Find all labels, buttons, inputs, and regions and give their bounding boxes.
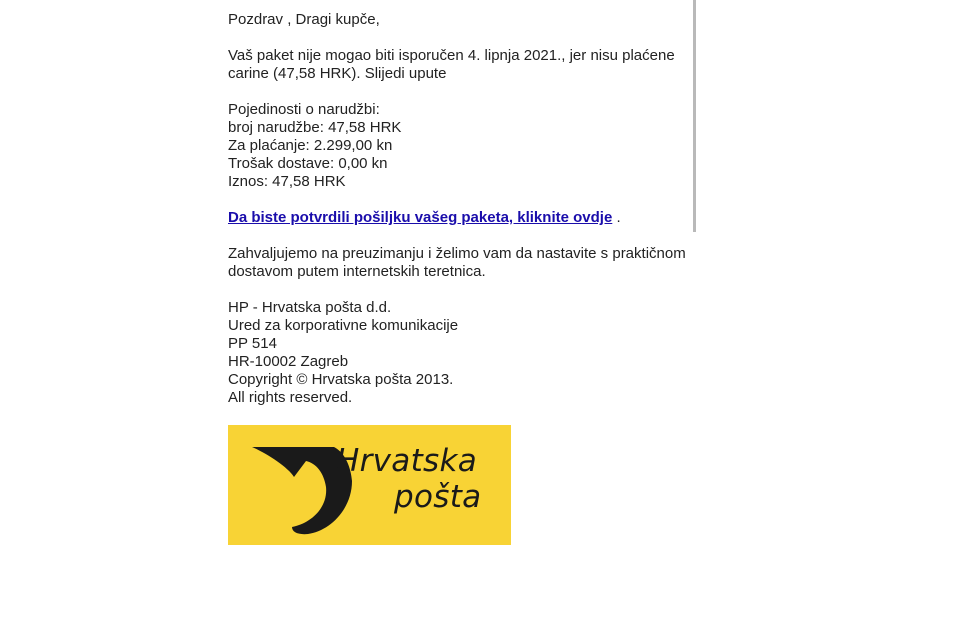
greeting: Pozdrav , Dragi kupče, xyxy=(228,11,380,28)
scrollbar[interactable] xyxy=(693,0,696,232)
signature-po-box: PP 514 xyxy=(228,335,277,352)
amount-to-pay: Za plaćanje: 2.299,00 kn xyxy=(228,137,393,154)
confirm-shipment-link[interactable]: Da biste potvrdili pošiljku vašeg paketa, kliknite ovdje xyxy=(228,209,613,226)
email-body xyxy=(228,11,693,407)
order-number: broj narudžbe: 47,58 HRK xyxy=(228,119,402,136)
signature-copyright: Copyright © Hrvatska pošta 2013. xyxy=(228,371,454,388)
signature-department: Ured za korporativne komunikacije xyxy=(228,317,459,334)
logo-text-line2: pošta xyxy=(394,479,482,515)
shipping-cost: Trošak dostave: 0,00 kn xyxy=(228,155,388,172)
confirm-paragraph xyxy=(228,209,693,227)
signature-city: HR-10002 Zagreb xyxy=(228,353,349,370)
total-amount: Iznos: 47,58 HRK xyxy=(228,173,346,190)
signature-rights: All rights reserved. xyxy=(228,389,353,406)
confirm-suffix: . xyxy=(612,209,621,226)
hrvatska-posta-logo xyxy=(228,425,511,545)
signature-company: HP - Hrvatska pošta d.d. xyxy=(228,299,392,316)
details-heading: Pojedinosti o narudžbi: xyxy=(228,101,380,118)
logo-text-line1: Hrvatska xyxy=(336,443,478,479)
intro-text: Vaš paket nije mogao biti isporučen 4. lipnja 2021., jer nisu plaćene carine (47,58 HRK). Slijedi upute xyxy=(228,47,675,82)
thanks-text: Zahvaljujemo na preuzimanju i želimo vam da nastavite s praktičnom dostavom putem internetskih teretnica. xyxy=(228,245,686,280)
